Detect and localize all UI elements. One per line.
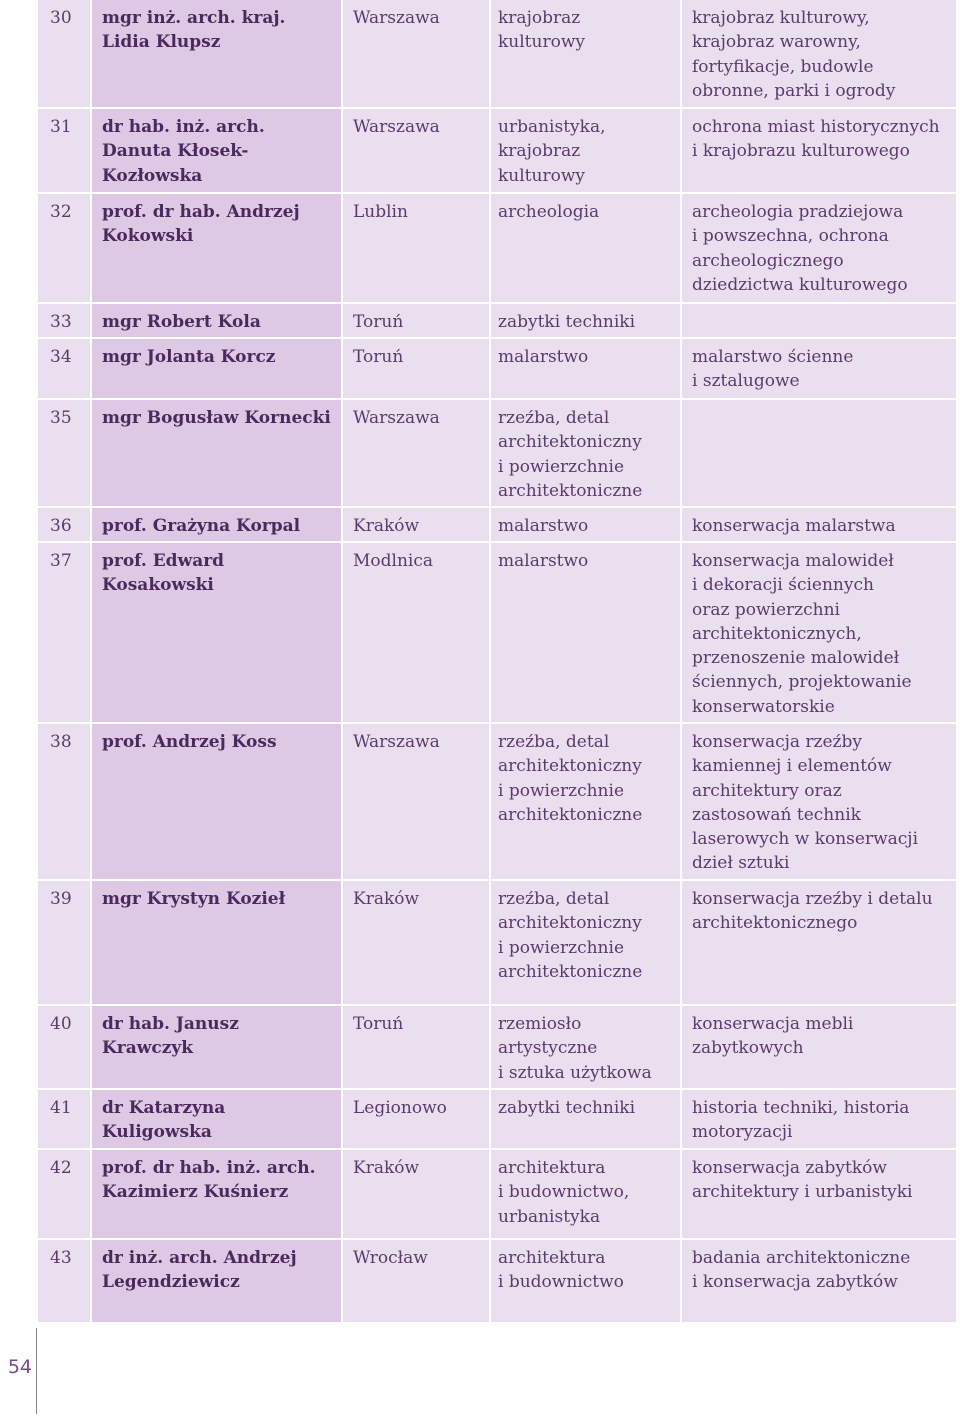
expert-field: archeologia — [491, 194, 680, 302]
row-number: 36 — [38, 508, 90, 541]
expert-city: Warszawa — [343, 724, 489, 879]
expert-city: Toruń — [343, 1006, 489, 1088]
row-number: 40 — [38, 1006, 90, 1088]
row-number: 30 — [38, 0, 90, 107]
expert-specialization: archeologia pradziejowa i powszechna, ochrona archeologicznego dziedzictwa kulturowego — [682, 194, 956, 302]
table-row — [38, 400, 956, 506]
table-row — [38, 1090, 956, 1148]
expert-field: rzemiosło artystyczne i sztuka użytkowa — [491, 1006, 680, 1088]
expert-specialization: konserwacja mebli zabytkowych — [682, 1006, 956, 1088]
expert-city: Warszawa — [343, 0, 489, 107]
expert-specialization: badania architektoniczne i konserwacja zabytków — [682, 1240, 956, 1322]
expert-field: architektura i budownictwo — [491, 1240, 680, 1322]
row-number: 38 — [38, 724, 90, 879]
expert-city: Warszawa — [343, 109, 489, 192]
table-row — [38, 1240, 956, 1322]
table-row — [38, 508, 956, 541]
expert-field: malarstwo — [491, 339, 680, 398]
expert-specialization: konserwacja malowideł i dekoracji ściennych oraz powierzchni architektonicznych, przenoszenie malowideł ściennych, projektowanie konserwatorskie — [682, 543, 956, 722]
expert-city: Kraków — [343, 508, 489, 541]
expert-specialization: ochrona miast historycznych i krajobrazu kulturowego — [682, 109, 956, 192]
expert-field: urbanistyka, krajobraz kulturowy — [491, 109, 680, 192]
expert-name: prof. dr hab. Andrzej Kokowski — [92, 194, 341, 302]
expert-name: mgr inż. arch. kraj. Lidia Klupsz — [92, 0, 341, 107]
expert-specialization — [682, 304, 956, 337]
expert-city: Kraków — [343, 881, 489, 1004]
expert-name: mgr Bogusław Kornecki — [92, 400, 341, 506]
expert-city: Wrocław — [343, 1240, 489, 1322]
row-number: 42 — [38, 1150, 90, 1238]
table-row — [38, 1006, 956, 1088]
expert-specialization — [682, 400, 956, 506]
table-row — [38, 724, 956, 879]
table-row — [38, 543, 956, 722]
expert-name: prof. Edward Kosakowski — [92, 543, 341, 722]
expert-name: mgr Robert Kola — [92, 304, 341, 337]
table-row — [38, 339, 956, 398]
expert-city: Toruń — [343, 304, 489, 337]
expert-specialization: krajobraz kulturowy, krajobraz warowny, fortyfikacje, budowle obronne, parki i ogrody — [682, 0, 956, 107]
row-number: 41 — [38, 1090, 90, 1148]
expert-name: mgr Krystyn Kozieł — [92, 881, 341, 1004]
table-row — [38, 304, 956, 337]
expert-name: dr hab. Janusz Krawczyk — [92, 1006, 341, 1088]
row-number: 37 — [38, 543, 90, 722]
expert-field: malarstwo — [491, 508, 680, 541]
expert-specialization: konserwacja rzeźby kamiennej i elementów architektury oraz zastosowań technik laserowych w konserwacji dzieł sztuki — [682, 724, 956, 879]
table-row — [38, 1150, 956, 1238]
row-number: 31 — [38, 109, 90, 192]
expert-field: krajobraz kulturowy — [491, 0, 680, 107]
table-row — [38, 194, 956, 302]
expert-city: Lublin — [343, 194, 489, 302]
expert-field: zabytki techniki — [491, 304, 680, 337]
page-number: 54 — [7, 1356, 32, 1378]
expert-specialization: malarstwo ścienne i sztalugowe — [682, 339, 956, 398]
table-row — [38, 109, 956, 192]
row-number: 34 — [38, 339, 90, 398]
expert-name: prof. dr hab. inż. arch. Kazimierz Kuśnierz — [92, 1150, 341, 1238]
experts-table — [38, 0, 956, 1322]
expert-city: Kraków — [343, 1150, 489, 1238]
expert-name: dr hab. inż. arch. Danuta Kłosek- Kozłowska — [92, 109, 341, 192]
expert-name: mgr Jolanta Korcz — [92, 339, 341, 398]
expert-specialization: konserwacja rzeźby i detalu architektonicznego — [682, 881, 956, 1004]
page-number-rule — [36, 1328, 37, 1414]
expert-name: dr Katarzyna Kuligowska — [92, 1090, 341, 1148]
row-number: 33 — [38, 304, 90, 337]
expert-name: dr inż. arch. Andrzej Legendziewicz — [92, 1240, 341, 1322]
expert-name: prof. Grażyna Korpal — [92, 508, 341, 541]
table-row — [38, 881, 956, 1004]
expert-field: zabytki techniki — [491, 1090, 680, 1148]
expert-name: prof. Andrzej Koss — [92, 724, 341, 879]
expert-field: malarstwo — [491, 543, 680, 722]
row-number: 32 — [38, 194, 90, 302]
expert-field: rzeźba, detal architektoniczny i powierzchnie architektoniczne — [491, 400, 680, 506]
expert-city: Modlnica — [343, 543, 489, 722]
table-row — [38, 0, 956, 107]
expert-specialization: historia techniki, historia motoryzacji — [682, 1090, 956, 1148]
expert-field: architektura i budownictwo, urbanistyka — [491, 1150, 680, 1238]
expert-city: Toruń — [343, 339, 489, 398]
expert-city: Legionowo — [343, 1090, 489, 1148]
expert-city: Warszawa — [343, 400, 489, 506]
row-number: 43 — [38, 1240, 90, 1322]
expert-specialization: konserwacja zabytków architektury i urbanistyki — [682, 1150, 956, 1238]
expert-field: rzeźba, detal architektoniczny i powierzchnie architektoniczne — [491, 881, 680, 1004]
row-number: 35 — [38, 400, 90, 506]
expert-field: rzeźba, detal architektoniczny i powierzchnie architektoniczne — [491, 724, 680, 879]
expert-specialization: konserwacja malarstwa — [682, 508, 956, 541]
row-number: 39 — [38, 881, 90, 1004]
